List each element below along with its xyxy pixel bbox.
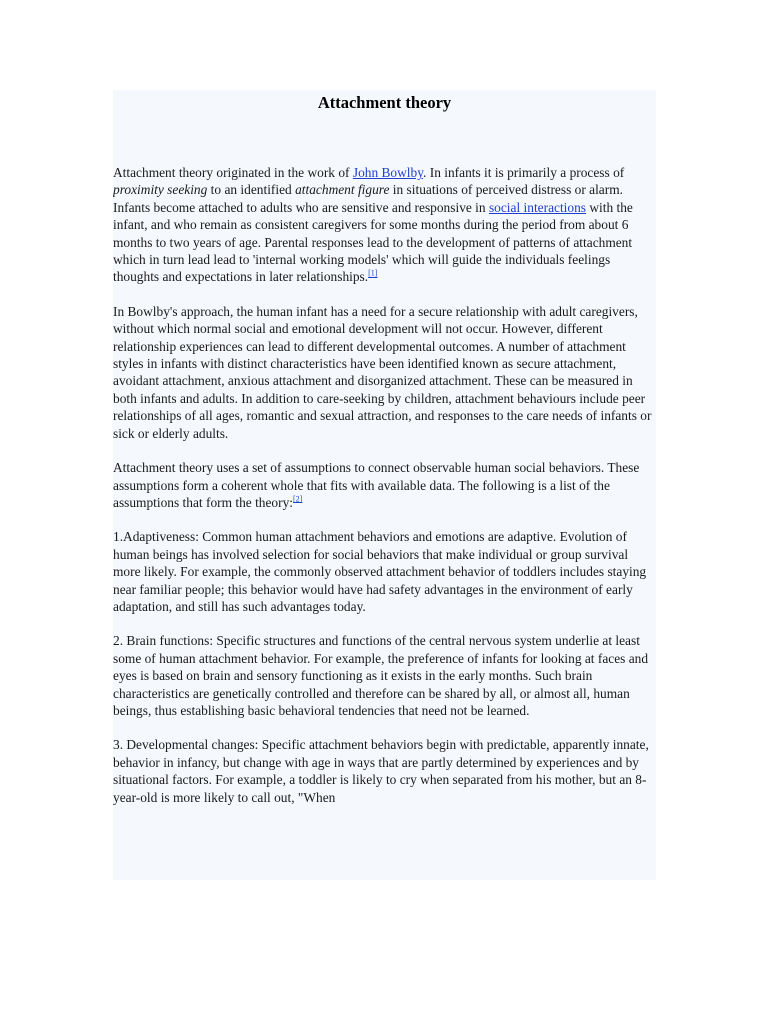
paragraph-brain-functions: 2. Brain functions: Specific structures and functions of the central nervous system underlie at least some of human attachment behavior. For example, the preference of infants for looking at faces and eyes is based on brain and sensory functioning as it exists in the early months. Such brain characteristics are genetically controlled and therefore can be shared by all, or almost all, human beings, thus establishing basic behavioral tendencies that need not be learned. [113, 633, 649, 718]
emphasis-text: proximity seeking [113, 182, 208, 198]
paragraph-text: with the infant, and who remain as consistent caregivers for some months during the period from about 6 months to two years of age. Parental responses lead to the development of patterns of attachment which in turn lead lead to 'internal working models' which will guide the individuals feelings thoughts and expectations in later relationships. [113, 199, 633, 285]
citation-link-2[interactable]: [2] [293, 494, 303, 504]
emphasis-text: attachment figure [295, 182, 390, 198]
paragraph-bowlby-approach: In Bowlby's approach, the human infant has a need for a secure relationship with adult caregivers, without which normal social and emotional development will not occur. However, different relationship experiences can lead to different developmental outcomes. A number of attachment styles in infants with distinct characteristics have been identified known as secure attachment, avoidant attachment, anxious attachment and disorganized attachment. These can be measured in both infants and adults. In addition to care-seeking by children, attachment behaviours include peer relationships of all ages, romantic and sexual attraction, and responses to the care needs of infants or sick or elderly adults. [113, 303, 652, 441]
document-title: Attachment theory [317, 93, 452, 112]
paragraph-adaptiveness: 1.Adaptiveness: Common human attachment behaviors and emotions are adaptive. Evolution of human beings has involved selection for social behaviors that make individual or group survival more likely. For example, the commonly observed attachment behavior of toddlers includes staying near familiar people; this behavior would have had safety advantages in the environment of early adaptation, and still has such advantages today. [113, 529, 647, 614]
paragraph-text: . In infants it is primarily a process of [423, 165, 625, 180]
paragraph-developmental-changes: 3. Developmental changes: Specific attachment behaviors begin with predictable, apparently innate, behavior in infancy, but change with age in ways that are partly determined by experiences and by situational factors. For example, a toddler is likely to cry when separated from his mother, but an 8-year-old is more likely to call out, "When [113, 737, 649, 805]
paragraph-text: Attachment theory originated in the work of [113, 165, 353, 180]
paragraph-text: to an identified [207, 182, 296, 198]
document-body [113, 164, 656, 823]
link-social-interactions[interactable]: social interactions [488, 199, 587, 215]
link-john-bowlby[interactable]: John Bowlby [352, 165, 424, 180]
paragraph-text: in situations of perceived distress or alarm. Infants become attached to adults who are sensitive and responsive in [113, 182, 623, 215]
paragraph-assumptions-intro [113, 459, 656, 511]
paragraph-text: Attachment theory uses a set of assumptions to connect observable human social behaviors. These assumptions form a coherent whole that fits with available data. The following is a list of the assumptions that form the theory: [113, 460, 640, 510]
paragraph-intro [113, 164, 656, 286]
citation-link-1[interactable]: [1] [368, 268, 378, 278]
document-page [113, 90, 656, 880]
